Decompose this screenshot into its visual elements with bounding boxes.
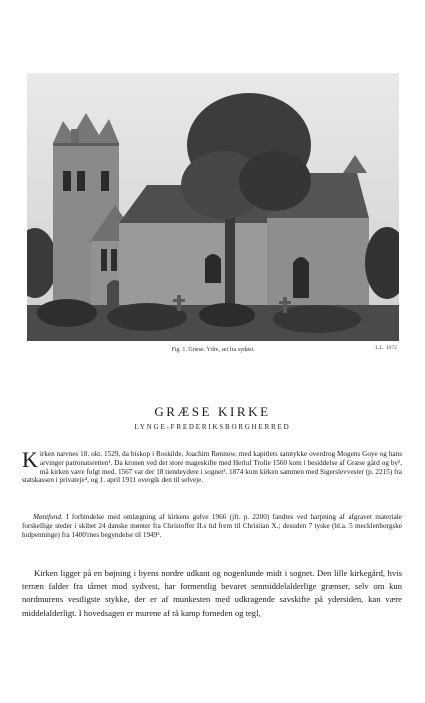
page-subtitle: LYNGE-FREDERIKSBORGHERRED	[134, 423, 291, 431]
figure-caption: Fig. 1. Græse. Ydre, set fra sydøst.	[171, 347, 255, 353]
photo-credit: L.L. 1972	[375, 346, 397, 351]
coins-text: I forbindelse med omlægning af kirkens gulve 1966 (jfr. p. 2200) fandtes ved harpning af afgravet materiale forskellige steder i skibet 24 danske mønter fra Christoffer II.s tid frem til Christian X.; desuden 7 tyske (bl.a. 5 mecklenborgske hulpenninge) fra 1400'rnes begyndelse til 1949⁵.	[22, 513, 402, 539]
coins-lead: Møntfund.	[33, 513, 63, 521]
body-paragraph: Kirken ligger på en bøjning i byens nordre udkant og nogenlunde midt i sognet. Den lille kirkegård, hvis terræn falder fra tårnet mod sydvest, har formentlig bevaret senmiddelalderlige grænser, selv om kun nordmurens vestligste stykke, der er af munkesten med udkragende savskifte på ydersiden, kan være middelalderligt. I hovedsagen er murene af rå kamp forneden og tegl,	[22, 568, 402, 618]
coins-paragraph	[22, 513, 402, 539]
intro-text: irken nævnes 18. okt. 1529, da biskop i Roskilde, Joachim Rønnow, med kapitlets samtykke overdrog Mogens Goye og hans arvinger patronatsretten¹. Da kronen ved det store mageskifte med Herluf Trolle 1560 kom i besiddelse af Græse gård og by², må kirken være fulgt med. 1567 var der 18 tiendeydere i sognet³. 1874 kom kirken sammen med Sigerslevvester (p. 2215) fra statskassen i privateje⁴, og 1. april 1911 overgik den til selveje.	[22, 450, 402, 485]
church-illustration	[27, 73, 399, 341]
intro-paragraph	[22, 447, 402, 485]
drop-cap: K	[22, 447, 38, 472]
page-title: GRÆSE KIRKE	[154, 404, 271, 419]
figure-caption-row	[27, 346, 399, 358]
church-photograph	[27, 73, 399, 341]
